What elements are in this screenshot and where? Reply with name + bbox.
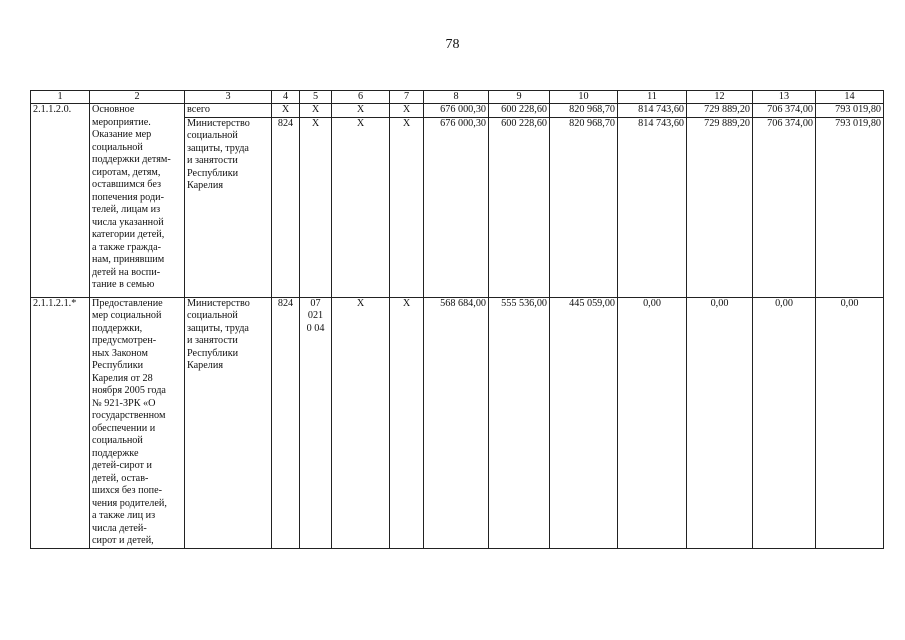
row-name: Основное мероприятие. Оказание мер социальной поддержки детям- сиротам, детям, оставшимся без попечения роди- телей, лицам из числа указанной категории детей, а также гражда- нам, принявшим детей на воспи- тание в семью <box>90 104 185 298</box>
row-code: 2.1.1.2.0. <box>31 104 90 298</box>
cell-value: 568 684,00 <box>424 297 489 548</box>
cell-value: 0,00 <box>687 297 753 548</box>
cell-value: 0,00 <box>618 297 687 548</box>
column-header: 9 <box>489 91 550 104</box>
cell-col5: Х <box>300 117 332 297</box>
cell-col4: 824 <box>272 297 300 548</box>
column-header: 14 <box>816 91 884 104</box>
cell-value: 600 228,60 <box>489 117 550 297</box>
cell-value: 814 743,60 <box>618 117 687 297</box>
row-executor: всего <box>185 104 272 118</box>
cell-col7: Х <box>390 297 424 548</box>
row-code: 2.1.1.2.1.* <box>31 297 90 548</box>
header-row <box>31 91 884 104</box>
page-number: 78 <box>445 37 460 52</box>
cell-value: 600 228,60 <box>489 104 550 118</box>
row-executor: Министерство социальной защиты, труда и занятости Республики Карелия <box>185 117 272 297</box>
cell-col6: Х <box>332 117 390 297</box>
cell-value: 706 374,00 <box>753 104 816 118</box>
cell-value: 793 019,80 <box>816 117 884 297</box>
column-header: 6 <box>332 91 390 104</box>
cell-value: 814 743,60 <box>618 104 687 118</box>
cell-col7: Х <box>390 117 424 297</box>
cell-value: 820 968,70 <box>550 117 618 297</box>
table-row <box>31 297 884 548</box>
cell-value: 555 536,00 <box>489 297 550 548</box>
budget-table <box>30 90 884 549</box>
column-header: 12 <box>687 91 753 104</box>
cell-col4: 824 <box>272 117 300 297</box>
table-row <box>31 104 884 118</box>
cell-col6: Х <box>332 297 390 548</box>
cell-col6: Х <box>332 104 390 118</box>
cell-value: 729 889,20 <box>687 117 753 297</box>
cell-value: 445 059,00 <box>550 297 618 548</box>
cell-value: 676 000,30 <box>424 104 489 118</box>
cell-value: 729 889,20 <box>687 104 753 118</box>
column-header: 11 <box>618 91 687 104</box>
cell-value: 0,00 <box>753 297 816 548</box>
cell-value: 676 000,30 <box>424 117 489 297</box>
row-executor: Министерство социальной защиты, труда и занятости Республики Карелия <box>185 297 272 548</box>
cell-col4: Х <box>272 104 300 118</box>
column-header: 10 <box>550 91 618 104</box>
cell-value: 706 374,00 <box>753 117 816 297</box>
cell-col5: Х <box>300 104 332 118</box>
column-header: 3 <box>185 91 272 104</box>
column-header: 13 <box>753 91 816 104</box>
column-header: 7 <box>390 91 424 104</box>
column-header: 4 <box>272 91 300 104</box>
row-name: Предоставление мер социальной поддержки, предусмотрен- ных Законом Республики Карелия от 28 ноября 2005 года № 921-ЗРК «О государственном обеспечении и социальной поддержке детей-сирот и детей, остав- шихся без попе- чения родителей, а также лиц из числа детей- сирот и детей, <box>90 297 185 548</box>
column-header: 8 <box>424 91 489 104</box>
cell-value: 793 019,80 <box>816 104 884 118</box>
column-header: 1 <box>31 91 90 104</box>
cell-value: 820 968,70 <box>550 104 618 118</box>
cell-col5: 07 021 0 04 <box>300 297 332 548</box>
cell-value: 0,00 <box>816 297 884 548</box>
column-header: 5 <box>300 91 332 104</box>
column-header: 2 <box>90 91 185 104</box>
cell-col7: Х <box>390 104 424 118</box>
